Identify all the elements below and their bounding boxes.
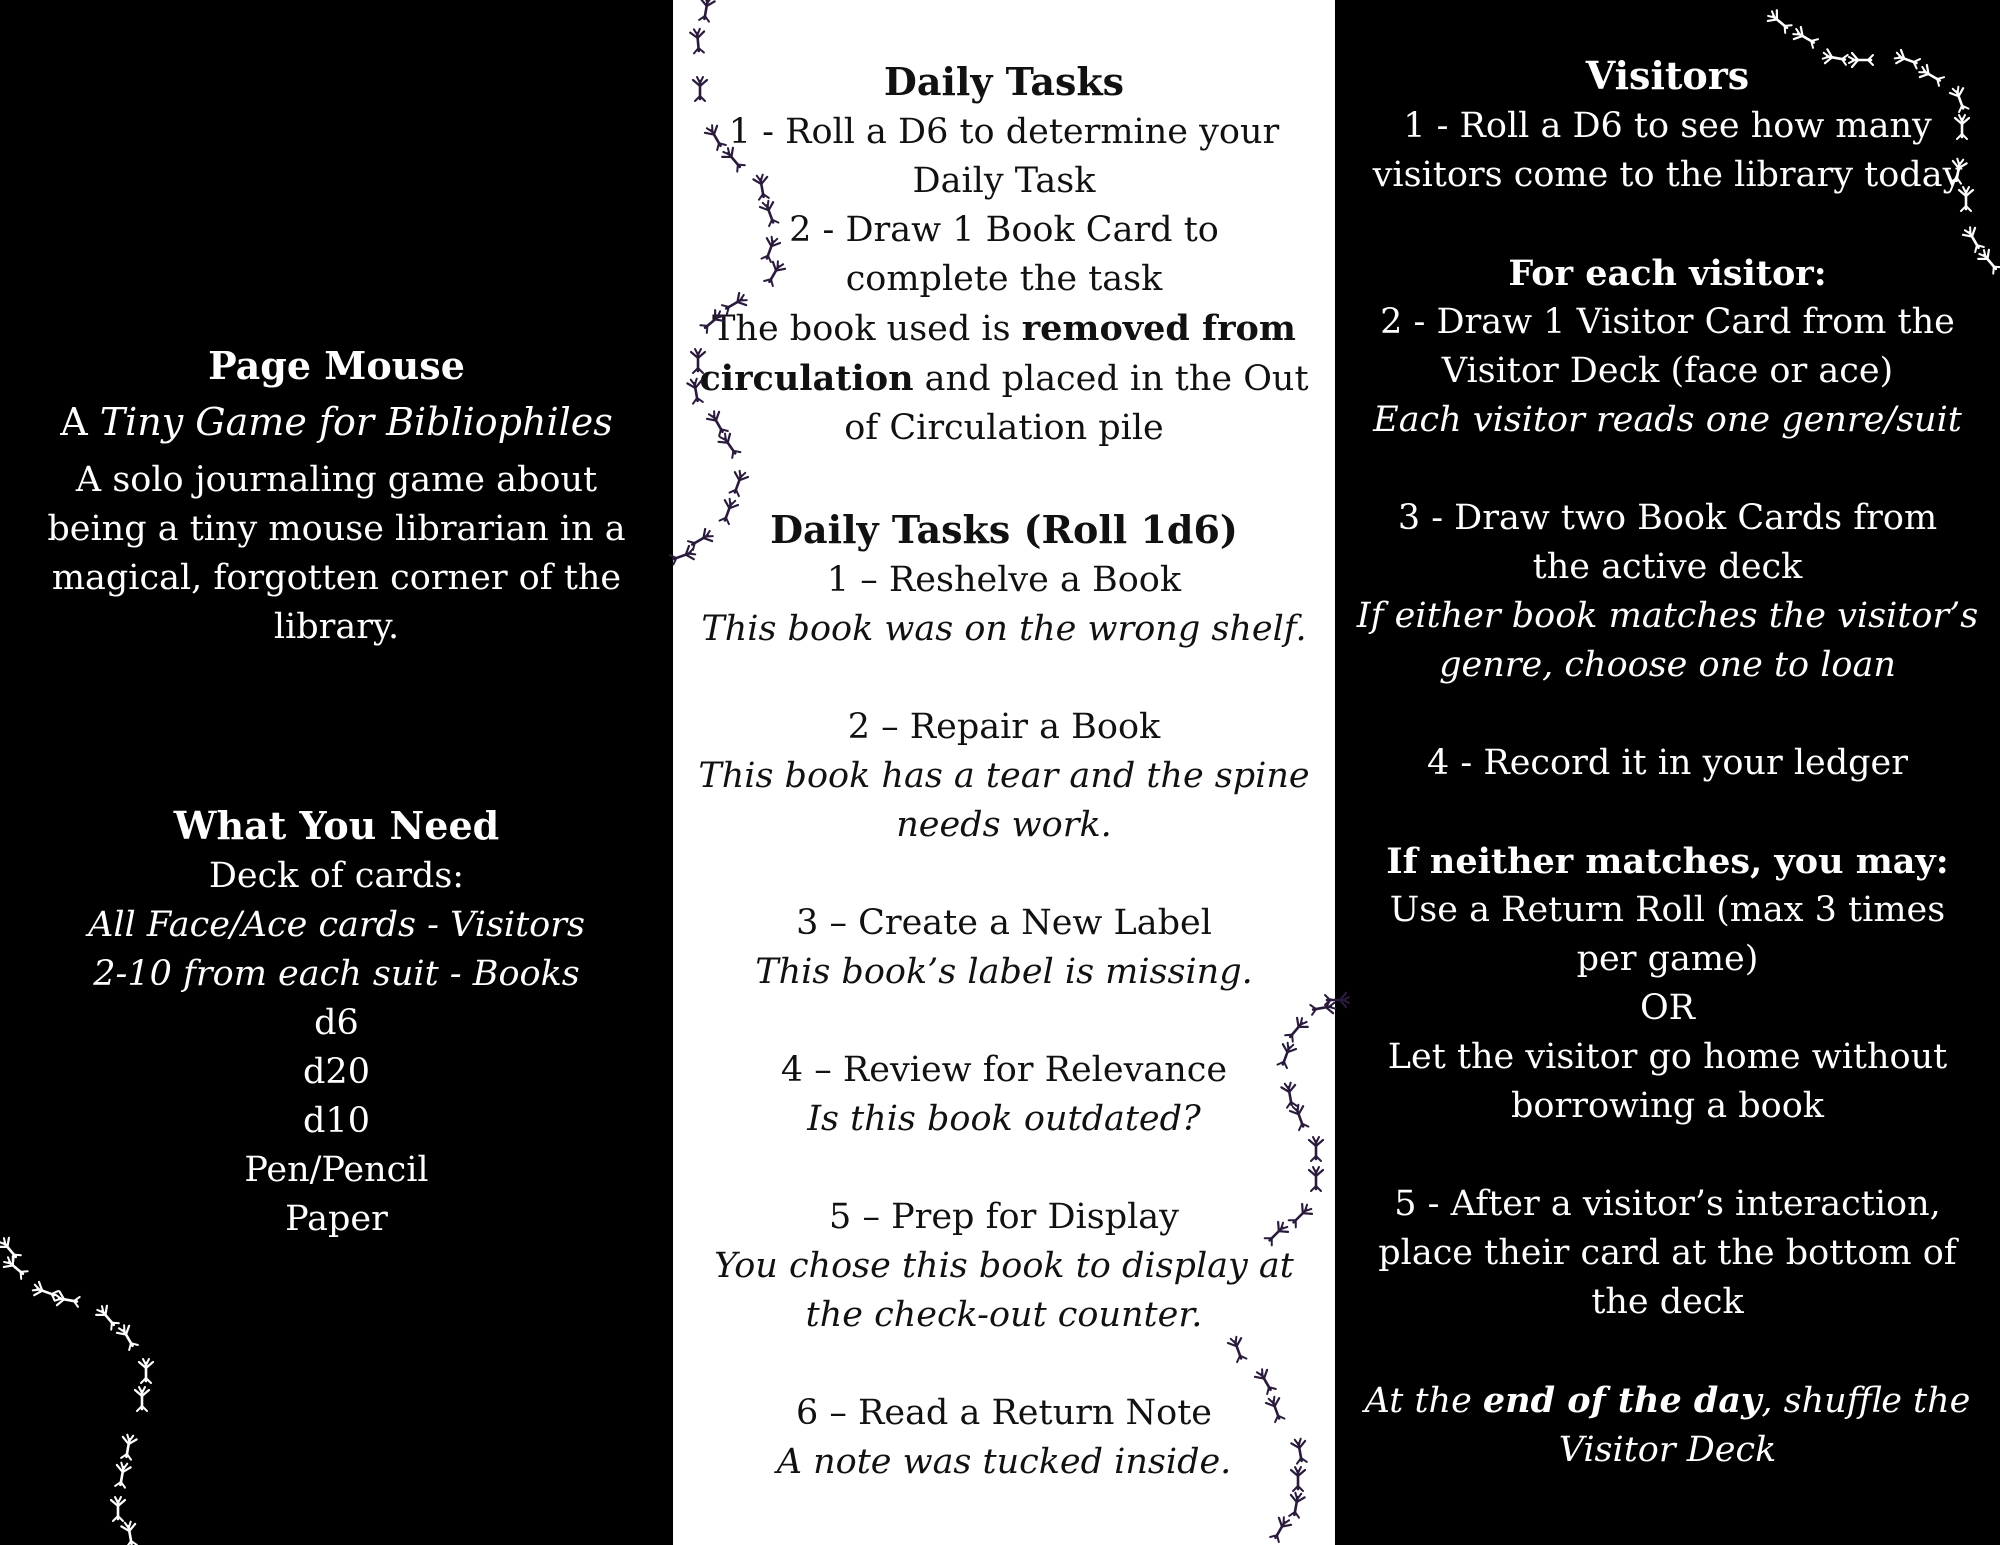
or-divider: OR <box>1639 988 1696 1028</box>
task-description: needs work. <box>896 805 1112 845</box>
need-item: 2-10 from each suit - Books <box>93 954 580 994</box>
task-item <box>673 703 1335 850</box>
circulation-rule: The book used is removed from <box>712 308 1296 349</box>
neither-matches-heading: If neither matches, you may: <box>1386 841 1949 882</box>
visitor-step: 1 - Roll a D6 to see how many <box>1403 106 1932 146</box>
description-line: being a tiny mouse librarian in a <box>47 509 626 549</box>
task-title: 2 – Repair a Book <box>847 707 1161 747</box>
visitor-note: Each visitor reads one genre/suit <box>1373 400 1962 440</box>
task-title: 5 – Prep for Display <box>829 1197 1179 1237</box>
visitor-option: Use a Return Roll (max 3 times <box>1389 890 1946 930</box>
visitor-note: genre, choose one to loan <box>1439 645 1896 685</box>
left-panel <box>0 0 673 1545</box>
daily-tasks-heading: Daily Tasks <box>883 59 1125 104</box>
visitor-note: If either book matches the visitor’s <box>1356 596 1979 636</box>
task-item <box>673 556 1335 654</box>
end-of-day-rule: At the end of the day, shuffle the <box>1364 1380 1971 1421</box>
circulation-rule: of Circulation pile <box>844 408 1164 448</box>
daily-tasks-block <box>673 56 1335 453</box>
description-line: magical, forgotten corner of the <box>51 558 622 598</box>
visitor-step: visitors come to the library today <box>1372 155 1963 195</box>
title-block <box>0 340 673 652</box>
visitor-step: the active deck <box>1532 547 1803 587</box>
need-item: d20 <box>303 1052 370 1092</box>
task-item <box>673 1046 1335 1144</box>
game-title: Page Mouse <box>208 343 465 388</box>
description-line: A solo journaling game about <box>75 460 598 500</box>
visitor-step: 4 - Record it in your ledger <box>1427 743 1908 783</box>
task-title: 1 – Reshelve a Book <box>826 560 1182 600</box>
visitor-step: the deck <box>1591 1282 1744 1322</box>
need-item: Paper <box>285 1199 388 1239</box>
task-title: 6 – Read a Return Note <box>795 1393 1213 1433</box>
what-you-need-heading: What You Need <box>173 803 500 848</box>
task-table-heading: Daily Tasks (Roll 1d6) <box>770 507 1238 552</box>
need-item: Deck of cards: <box>208 856 465 896</box>
need-item: Pen/Pencil <box>244 1150 429 1190</box>
task-description: This book’s label is missing. <box>755 952 1253 992</box>
visitor-step: place their card at the bottom of <box>1378 1233 1957 1273</box>
task-table-block <box>673 504 1335 1487</box>
visitor-option: borrowing a book <box>1511 1086 1824 1126</box>
circulation-rule: circulation and placed in the Out <box>699 358 1309 399</box>
task-item <box>673 1193 1335 1340</box>
for-each-visitor-heading: For each visitor: <box>1508 253 1827 294</box>
what-you-need-block <box>0 800 673 1244</box>
visitor-step: 5 - After a visitor’s interaction, <box>1394 1184 1941 1224</box>
end-of-day-rule: Visitor Deck <box>1558 1430 1777 1470</box>
need-item: d10 <box>303 1101 370 1141</box>
need-item: All Face/Ace cards - Visitors <box>88 905 585 945</box>
daily-tasks-line: Daily Task <box>912 161 1096 201</box>
task-description: This book has a tear and the spine <box>698 756 1310 796</box>
task-description: the check-out counter. <box>805 1295 1203 1335</box>
daily-tasks-line: 1 - Roll a D6 to determine your <box>728 112 1280 152</box>
task-description: Is this book outdated? <box>807 1099 1201 1139</box>
visitor-step: 2 - Draw 1 Visitor Card from the <box>1380 302 1955 342</box>
visitor-step: Visitor Deck (face or ace) <box>1441 351 1894 391</box>
task-description: This book was on the wrong shelf. <box>701 609 1307 649</box>
task-description: You chose this book to display at <box>714 1246 1294 1286</box>
task-description: A note was tucked inside. <box>776 1442 1232 1482</box>
task-title: 4 – Review for Relevance <box>780 1050 1228 1090</box>
visitor-option: per game) <box>1576 939 1759 979</box>
task-item <box>673 899 1335 997</box>
need-item: d6 <box>314 1003 359 1043</box>
visitor-option: Let the visitor go home without <box>1387 1037 1948 1077</box>
description-line: library. <box>273 607 400 647</box>
visitors-block <box>1335 50 2000 1475</box>
right-panel <box>1335 0 2000 1545</box>
task-item <box>673 1389 1335 1487</box>
daily-tasks-line: 2 - Draw 1 Book Card to <box>789 210 1219 250</box>
middle-panel <box>673 0 1335 1545</box>
daily-tasks-line: complete the task <box>845 259 1163 299</box>
game-subtitle: A Tiny Game for Bibliophiles <box>60 400 613 444</box>
task-title: 3 – Create a New Label <box>796 903 1212 943</box>
visitor-step: 3 - Draw two Book Cards from <box>1397 498 1938 538</box>
visitors-heading: Visitors <box>1585 53 1750 98</box>
